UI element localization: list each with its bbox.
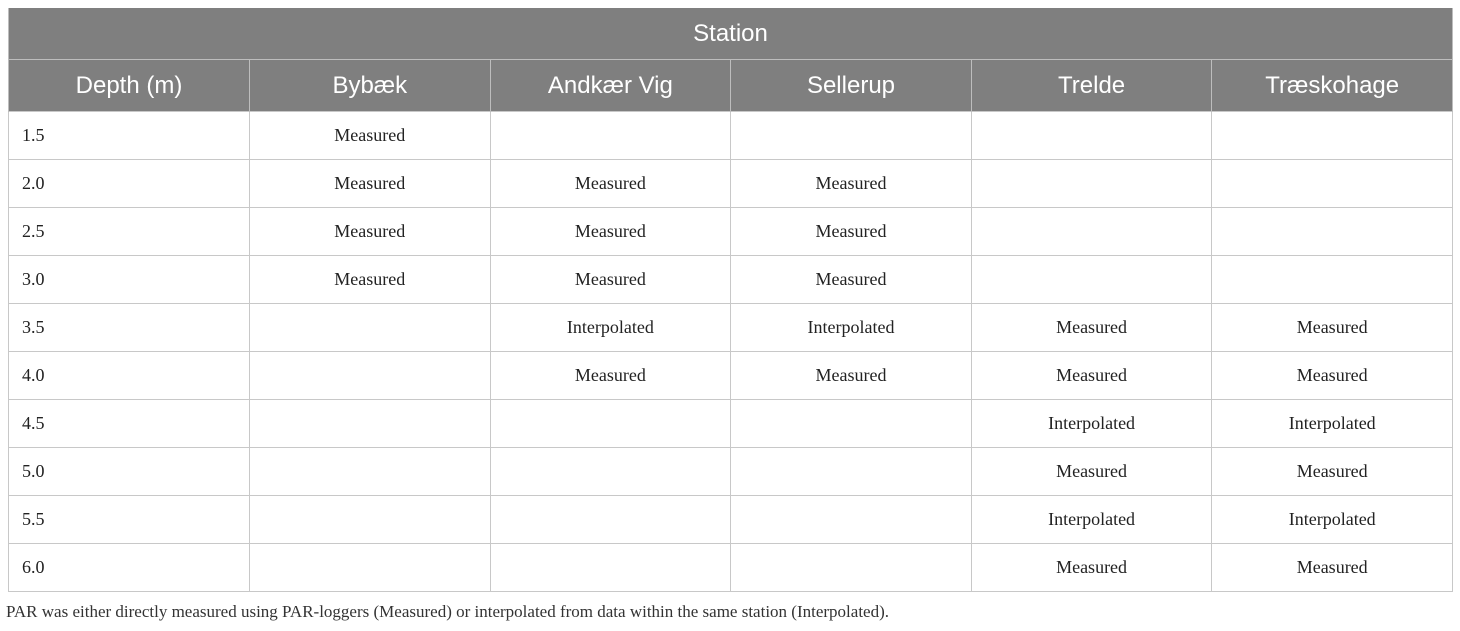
table-row [9,160,1453,208]
andkaer-vig-cell: Measured [490,256,731,304]
andkaer-vig-cell [490,544,731,592]
trelde-cell [971,256,1212,304]
bybaek-cell: Measured [250,256,491,304]
column-header-row [9,60,1453,112]
bybaek-cell [250,544,491,592]
table-row [9,208,1453,256]
andkaer-vig-cell [490,112,731,160]
sellerup-cell: Measured [731,256,972,304]
depth-cell: 3.5 [9,304,250,352]
super-header-row [9,8,1453,60]
table-row [9,352,1453,400]
column-header-traeskohage: Træskohage [1212,60,1453,112]
depth-cell: 3.0 [9,256,250,304]
trelde-cell [971,208,1212,256]
traeskohage-cell: Measured [1212,304,1453,352]
traeskohage-cell [1212,256,1453,304]
andkaer-vig-cell [490,496,731,544]
table-row [9,256,1453,304]
depth-cell: 5.0 [9,448,250,496]
sellerup-cell [731,112,972,160]
table-body [9,112,1453,592]
trelde-cell: Measured [971,544,1212,592]
sellerup-cell: Measured [731,160,972,208]
depth-cell: 2.0 [9,160,250,208]
bybaek-cell: Measured [250,208,491,256]
trelde-cell: Measured [971,448,1212,496]
table-row [9,448,1453,496]
table-row [9,304,1453,352]
depth-cell: 1.5 [9,112,250,160]
traeskohage-cell: Interpolated [1212,496,1453,544]
depth-cell: 5.5 [9,496,250,544]
depth-cell: 4.0 [9,352,250,400]
trelde-cell: Measured [971,352,1212,400]
bybaek-cell [250,400,491,448]
column-header-depth: Depth (m) [9,60,250,112]
bybaek-cell [250,496,491,544]
trelde-cell: Interpolated [971,496,1212,544]
trelde-cell: Interpolated [971,400,1212,448]
trelde-cell [971,112,1212,160]
sellerup-cell [731,448,972,496]
par-station-table [8,8,1453,592]
table-row [9,400,1453,448]
sellerup-cell: Measured [731,352,972,400]
depth-cell: 6.0 [9,544,250,592]
table-row [9,544,1453,592]
sellerup-cell [731,400,972,448]
column-header-sellerup: Sellerup [731,60,972,112]
traeskohage-cell [1212,112,1453,160]
column-header-andkaer-vig: Andkær Vig [490,60,731,112]
traeskohage-cell: Interpolated [1212,400,1453,448]
trelde-cell [971,160,1212,208]
traeskohage-cell: Measured [1212,448,1453,496]
table-row [9,496,1453,544]
column-header-trelde: Trelde [971,60,1212,112]
sellerup-cell [731,544,972,592]
traeskohage-cell: Measured [1212,352,1453,400]
table-footnote: PAR was either directly measured using PAR-loggers (Measured) or interpolated from data within the same station (Interpolated). [6,602,889,621]
sellerup-cell: Measured [731,208,972,256]
andkaer-vig-cell: Interpolated [490,304,731,352]
andkaer-vig-cell [490,448,731,496]
bybaek-cell [250,304,491,352]
depth-cell: 4.5 [9,400,250,448]
bybaek-cell: Measured [250,160,491,208]
bybaek-cell [250,352,491,400]
depth-cell: 2.5 [9,208,250,256]
sellerup-cell: Interpolated [731,304,972,352]
table-row [9,112,1453,160]
bybaek-cell [250,448,491,496]
sellerup-cell [731,496,972,544]
column-header-bybaek: Bybæk [250,60,491,112]
traeskohage-cell: Measured [1212,544,1453,592]
andkaer-vig-cell: Measured [490,160,731,208]
andkaer-vig-cell: Measured [490,208,731,256]
traeskohage-cell [1212,160,1453,208]
bybaek-cell: Measured [250,112,491,160]
station-super-header: Station [9,8,1453,60]
andkaer-vig-cell: Measured [490,352,731,400]
table-container [8,8,1452,592]
andkaer-vig-cell [490,400,731,448]
traeskohage-cell [1212,208,1453,256]
trelde-cell: Measured [971,304,1212,352]
